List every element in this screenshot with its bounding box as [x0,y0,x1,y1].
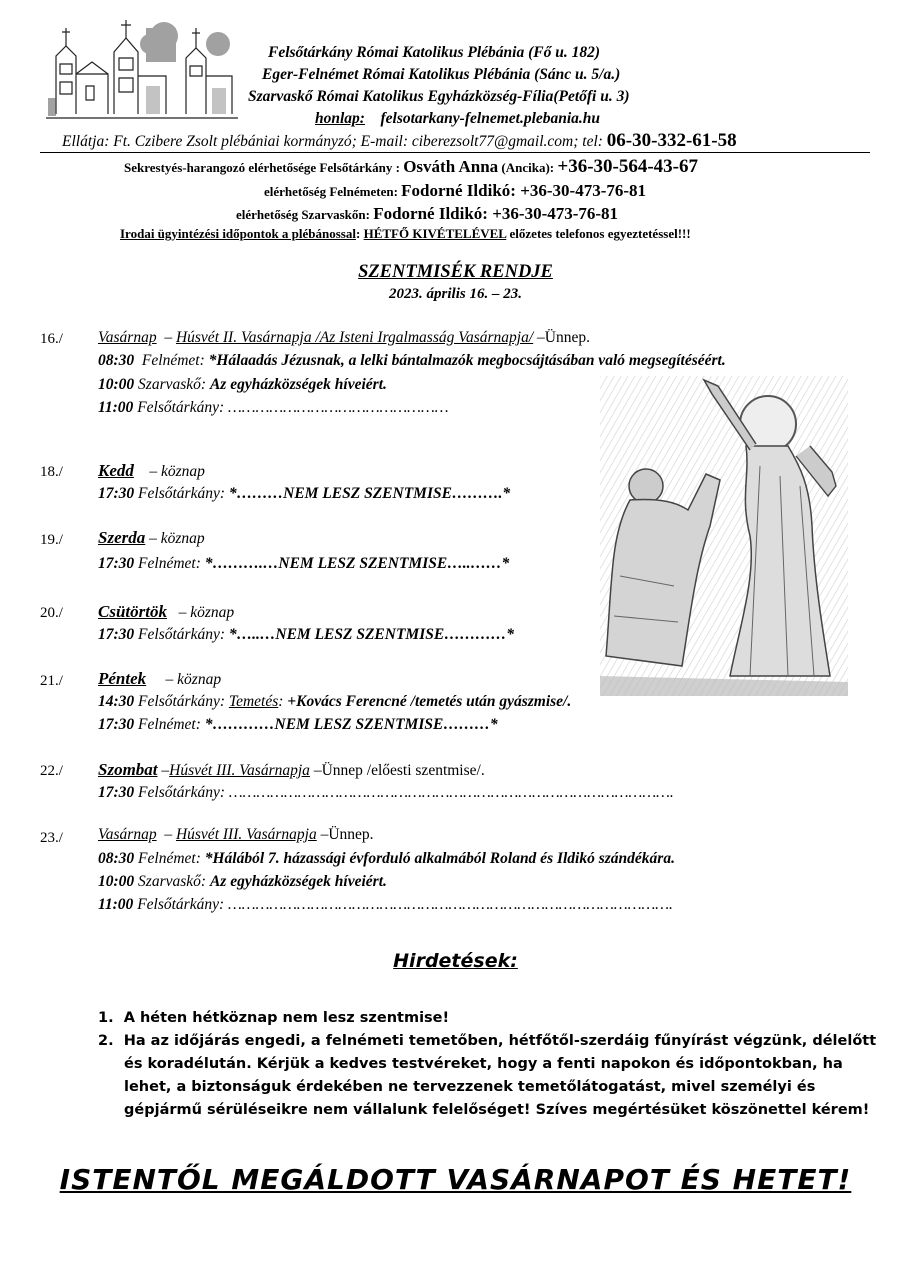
felnemet-contact [264,181,646,201]
day-header-16 [98,329,590,347]
mass-intention: *…………NEM LESZ SZENTMISE………* [204,716,498,733]
mass-intention: Az egyházközségek híveiért. [209,873,387,890]
day-type: –Ünnep. [320,826,374,843]
parish-line-1: Felsőtárkány Római Katolikus Plébánia (Fő u. 182) [268,44,600,61]
schedule-title: SZENTMISÉK RENDJE [358,262,553,282]
mass-intention: *……….…NEM LESZ SZENTMISE…..……* [204,555,510,572]
szarvasko-value: Fodorné Ildikó: +36-30-473-76-81 [373,204,619,223]
list-number: 2. [98,1033,114,1049]
day-header-18 [98,461,205,481]
mass-time: 08:30 [98,850,135,867]
parish-line-2: Eger-Felnémet Római Katolikus Plébánia (Sánc u. 5/a.) [262,66,621,83]
mass-line [98,376,387,394]
day-number: 16./ [40,331,63,347]
day-name: Kedd [98,461,134,480]
mass-line [98,485,510,503]
day-header-19 [98,528,205,548]
day-type: –Ünnep /előesti szentmise/. [313,762,485,779]
homepage-line [315,110,600,128]
schedule-dates: 2023. április 16. – 23. [389,286,522,302]
closing-blessing: ISTENTŐL MEGÁLDOTT VASÁRNAPOT ÉS HETET! [59,1163,852,1196]
funeral-label: Temetés [228,693,279,710]
felnemet-value: Fodorné Ildikó: +36-30-473-76-81 [401,181,647,200]
sacristan-nick: (Ancika): [501,160,555,175]
sacristan-name: Osváth Anna [403,157,499,176]
mass-place: Felsőtárkány: [138,485,225,502]
szarvasko-label: elérhetőség Szarvaskőn: [236,207,370,222]
day-number: 18./ [40,464,63,480]
sacristan-label: Sekrestyés-harangozó elérhetősége Felsőtárkány : [124,160,400,175]
announcement-text-line: és koradélután. Kérjük a kedves testvéreket, hogy a fenti napokon és időpontokban, ha [124,1056,843,1072]
day-name: Szerda [98,528,146,547]
mass-intention: ……………………………………………………………………………………. [228,784,674,801]
day-header-22 [98,760,485,780]
mass-time: 10:00 [98,873,135,890]
day-number: 20./ [40,605,63,621]
mass-place: Szarvaskő: [138,873,207,890]
provider-line [62,130,737,152]
day-type: – köznap [178,604,235,621]
day-name: Csütörtök [98,602,167,621]
day-name: Szombat [98,760,158,779]
feast-name: Húsvét III. Vasárnapja [169,762,310,779]
mass-time: 17:30 [98,784,135,801]
mass-time: 11:00 [98,399,134,416]
mass-line [98,784,674,802]
day-number: 21./ [40,673,63,689]
mass-time: 10:00 [98,376,135,393]
feast-name: Húsvét II. Vasárnapja /Az Isteni Irgalmasság Vasárnapja/ [175,329,534,346]
sacristan-line [124,156,698,178]
mass-line [98,850,675,868]
announcement-text: A héten hétköznap nem lesz szentmise! [123,1010,450,1026]
mass-time: 14:30 [98,693,135,710]
mass-line [98,873,387,891]
provider-text: Ellátja: Ft. Czibere Zsolt plébániai kormányzó; E-mail: [62,133,408,150]
mass-time: 17:30 [98,626,135,643]
church-logo [46,14,238,126]
day-type: –Ünnep. [537,329,590,346]
mass-intention: ……………………………………………………………………………………. [228,896,673,913]
day-type: – köznap [165,671,222,688]
felnemet-label: elérhetőség Felnémeten: [264,184,398,199]
mass-place: Felsőtárkány: [137,896,225,913]
mass-place: Felsőtárkány: [138,626,225,643]
day-name: Péntek [98,669,147,688]
day-header-23 [98,826,374,844]
feast-name: Húsvét III. Vasárnapja [175,826,317,843]
office-hours-note: előzetes telefonos egyeztetéssel!!! [509,226,691,241]
announcement-text-line: Ha az időjárás engedi, a felnémeti temetőben, hétfőtől-szerdáig fűnyírást végzünk, délelőtt [123,1033,877,1049]
mass-time: 17:30 [98,716,135,733]
parish-line-3: Szarvaskő Római Katolikus Egyházközség-Fília(Petőfi u. 3) [248,88,630,105]
day-number: 23./ [40,830,63,846]
mass-place: Felnémet: [138,716,201,733]
mass-intention: Az egyházközségek híveiért. [209,376,387,393]
day-dash: – [161,762,170,779]
announcements-title: Hirdetések: [393,950,518,972]
announcement-item-2 [98,1030,877,1122]
day-name: Vasárnap [98,329,157,346]
mass-place: Felsőtárkány: [138,693,225,710]
mass-place: Felnémet: [138,555,201,572]
mass-time: 08:30 [98,352,135,369]
day-dash: – [164,826,173,843]
office-hours-label: Irodai ügyintézési időpontok a plébánossal [120,226,356,241]
mass-line [98,352,726,370]
szarvasko-contact [236,204,618,224]
tel-label: tel: [582,133,603,150]
mass-intention: *………NEM LESZ SZENTMISE……….* [228,485,511,502]
sacristan-phone: +36-30-564-43-67 [557,156,699,177]
mass-place: Felnémet: [138,850,201,867]
risen-christ-illustration [600,376,848,696]
mass-line [98,626,514,644]
email-link[interactable]: ciberezsolt77@gmail.com; [411,133,579,150]
mass-intention: ………………………………………… [228,399,449,416]
mass-intention: *…..…NEM LESZ SZENTMISE…………* [228,626,514,643]
announcement-text-line: lehet, a biztonságuk érdekében ne tervezzenek temetőlátogatást, mivel személyi és [124,1079,816,1095]
office-hours-exception: HÉTFŐ KIVÉTELÉVEL [363,226,507,241]
mass-place: Szarvaskő: [138,376,207,393]
announcement-text-line: gépjármű sérüléseikre nem vállalunk felelőséget! Szíves megértésüket köszönettel kérem! [124,1102,870,1118]
list-number: 1. [98,1010,114,1026]
mass-time: 11:00 [98,896,134,913]
mass-line [98,716,498,734]
day-type: – köznap [149,463,205,480]
tel-number: 06-30-332-61-58 [606,130,737,151]
mass-intention: *Hálából 7. házassági évforduló alkalmából Roland és Ildikó szándékára. [204,850,675,867]
day-header-21 [98,669,221,689]
homepage-link[interactable]: felsotarkany-felnemet.plebania.hu [380,110,601,127]
day-name: Vasárnap [98,826,157,843]
mass-intention: *Hálaadás Jézusnak, a lelki bántalmazók megbocsájtásában való megsegítéséért. [208,352,726,369]
header-divider [40,152,870,153]
office-hours-colon: : [355,226,361,241]
mass-time: 17:30 [98,555,135,572]
office-hours-line [120,226,691,242]
day-header-20 [98,602,234,622]
mass-line [98,399,449,417]
day-number: 19./ [40,532,63,548]
mass-place: Felsőtárkány: [138,784,225,801]
mass-line: 14:30 Felsőtárkány: Temetés: +Kovács Ferencné /temetés után gyászmise/. [98,693,572,710]
homepage-label: honlap: [315,110,365,127]
day-number: 22./ [40,763,63,779]
mass-line [98,555,509,573]
announcement-item-1 [98,1007,870,1030]
day-dash: – [164,329,173,346]
mass-intention: +Kovács Ferencné /temetés után gyászmise/. [287,693,572,710]
day-type: – köznap [149,530,205,547]
mass-line [98,896,673,914]
mass-place: Felnémet: [141,352,205,369]
mass-time: 17:30 [98,485,135,502]
mass-place: Felsőtárkány: [137,399,225,416]
